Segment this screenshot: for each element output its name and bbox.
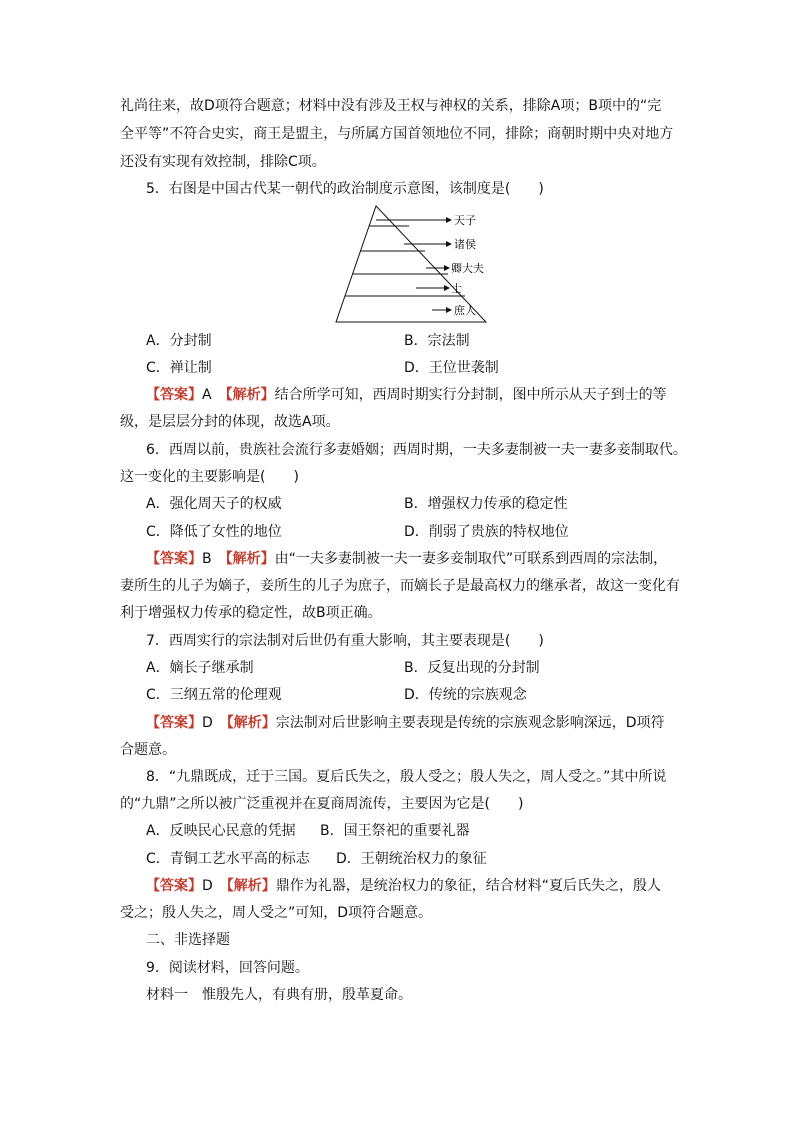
q7-stem: 7．西周实行的宗法制对后世仍有重大影响，其主要表现是( ): [146, 633, 544, 649]
q7-option-a: A．嫡长子继承制: [146, 660, 254, 676]
answer-tag: 【答案】: [146, 878, 202, 894]
analysis-tag: 【解析】: [226, 878, 276, 894]
analysis-tag: 【解析】: [225, 387, 275, 403]
q8-analysis-2: 受之；殷人失之，周人受之”可知，D项符合题意。: [120, 905, 433, 921]
arrowhead: [446, 307, 452, 313]
q8-answer-line: [146, 876, 661, 896]
q6-option-b: B．增强权力传承的稳定性: [404, 496, 568, 512]
answer-tag: 【答案】: [146, 715, 202, 731]
q5-option-b: B．宗法制: [404, 333, 470, 349]
q7-analysis-2: 合题意。: [120, 742, 176, 758]
q9-material-1: 材料一 惟殷先人，有典有册，殷革夏命。: [146, 987, 412, 1003]
q5-analysis-2: 级，是层层分封的体现，故选A项。: [120, 414, 340, 430]
q6-option-c: C．降低了女性的地位: [146, 524, 282, 540]
answer-tag: 【答案】: [146, 551, 202, 567]
label-shuren: 庶人: [454, 304, 476, 317]
q8-stem-2: 的“九鼎”之所以被广泛重视并在夏商周流传，主要因为它是( ): [120, 796, 524, 812]
q6-answer-line: [146, 549, 667, 569]
label-qingdafu: 卿大夫: [451, 262, 484, 275]
label-zhuhou: 诸侯: [454, 238, 476, 251]
arrowhead: [446, 217, 452, 223]
q7-analysis-1: 宗法制对后世影响主要表现是传统的宗族观念影响深远，D项符: [275, 715, 665, 731]
q8-option-d: D．王朝统治权力的象征: [336, 851, 487, 867]
q5-option-a: A．分封制: [146, 333, 212, 349]
q8-option-a: A．反映民心民意的凭据: [146, 823, 296, 839]
q8-option-c: C．青铜工艺水平高的标志: [146, 851, 310, 867]
arrowhead: [446, 241, 452, 247]
answer-tag: 【答案】: [146, 387, 202, 403]
analysis-tag: 【解析】: [226, 715, 276, 731]
q7-option-c: C．三纲五常的伦理观: [146, 687, 282, 703]
q8-answer: D: [202, 878, 213, 894]
q6-analysis-3: 利于增强权力传承的稳定性，故B项正确。: [120, 605, 382, 621]
analysis-tag: 【解析】: [225, 551, 275, 567]
q5-analysis-1: 结合所学可知，西周时期实行分封制，图中所示从天子到士的等: [274, 387, 667, 403]
q6-analysis-2: 妻所生的儿子为嫡子，妾所生的儿子为庶子，而嫡长子是最高权力的继承者，故这一变化有: [120, 578, 680, 594]
q6-option-a: A．强化周天子的权威: [146, 496, 282, 512]
q6-analysis-1: 由“一夫多妻制被一夫一妻多妾制取代”可联系到西周的宗法制，: [274, 551, 668, 567]
q7-answer-line: [146, 713, 665, 733]
q6-answer: B: [202, 551, 212, 567]
q5-answer-line: [146, 385, 667, 405]
q8-option-b: B．国王祭祀的重要礼器: [320, 823, 470, 839]
q6-stem-2: 这一变化的主要影响是( ): [120, 469, 299, 485]
q6-stem-1: 6．西周以前，贵族社会流行多妻婚姻；西周时期，一夫多妻制被一夫一妻多妾制取代。: [146, 442, 687, 458]
intro-line-3: 还没有实现有效控制，排除C项。: [120, 154, 326, 170]
intro-line-1: 礼尚往来，故D项符合题意；材料中没有涉及王权与神权的关系，排除A项；B项中的“完: [120, 98, 662, 114]
q5-option-c: C．禅让制: [146, 360, 212, 376]
q5-option-d: D．王位世袭制: [404, 360, 499, 376]
pyramid-diagram: [330, 200, 500, 330]
section-heading: 二、非选择题: [146, 932, 230, 948]
q5-answer: A: [202, 387, 212, 403]
label-shi: 士: [451, 282, 462, 295]
q9-stem: 9．阅读材料，回答问题。: [146, 960, 309, 976]
q7-option-b: B．反复出现的分封制: [404, 660, 540, 676]
intro-line-2: 全平等”不符合史实，商王是盟主，与所属方国首领地位不同，排除；商朝时期中央对地方: [120, 126, 674, 142]
q5-stem: 5．右图是中国古代某一朝代的政治制度示意图，该制度是( ): [146, 181, 544, 197]
arrowhead: [444, 285, 450, 291]
arrowhead: [444, 265, 450, 271]
q8-analysis-1: 鼎作为礼器，是统治权力的象征，结合材料“夏后氏失之，殷人: [275, 878, 662, 894]
q7-answer: D: [202, 715, 213, 731]
q6-option-d: D．削弱了贵族的特权地位: [404, 524, 569, 540]
label-tianzi: 天子: [454, 214, 476, 227]
q8-stem-1: 8．“九鼎既成，迁于三国。夏后氏失之，殷人受之；殷人失之，周人受之。”其中所说: [146, 769, 667, 785]
q7-option-d: D．传统的宗族观念: [404, 687, 527, 703]
